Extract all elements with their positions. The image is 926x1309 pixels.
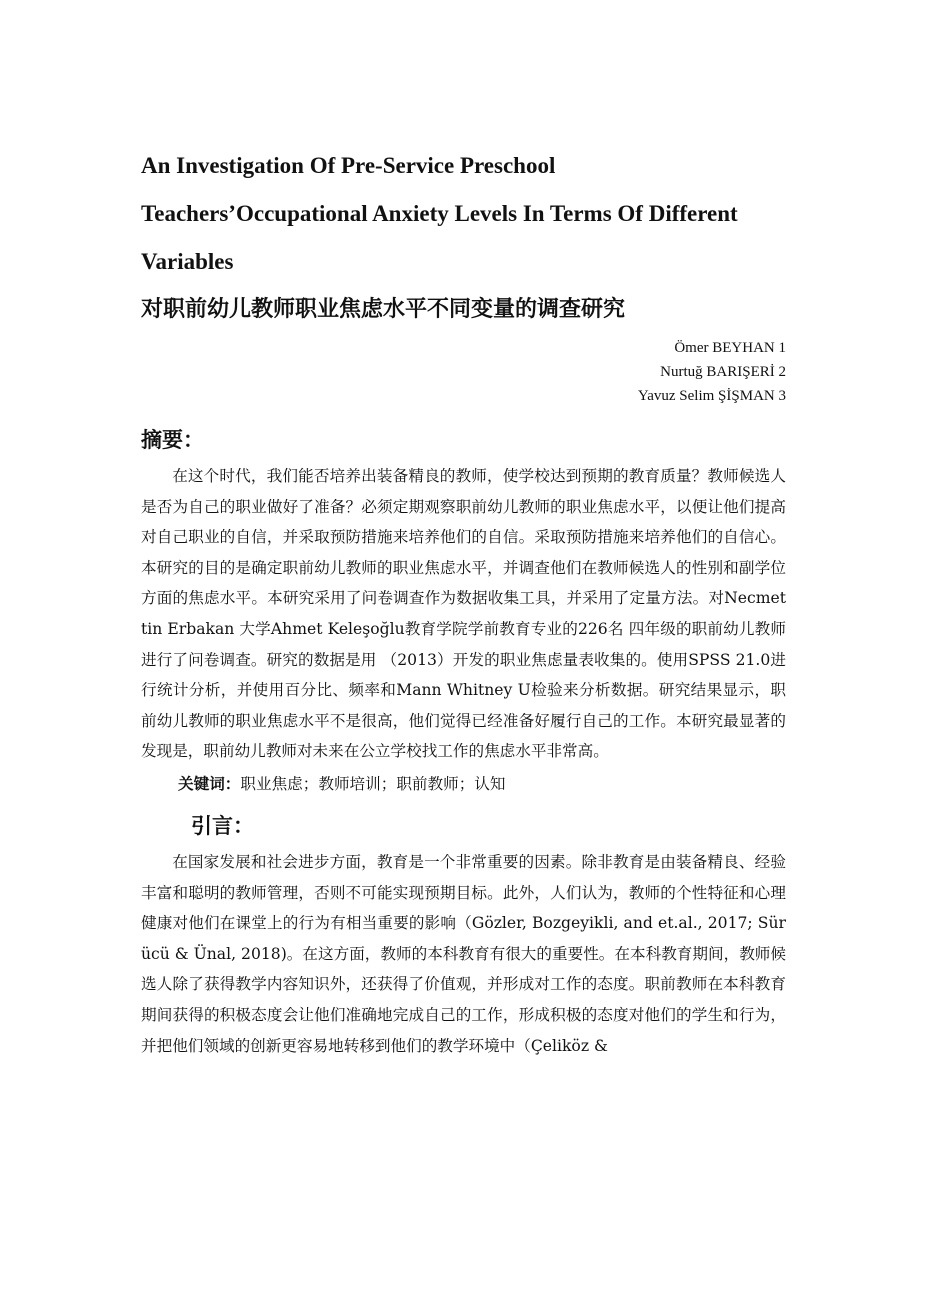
author-3: Yavuz Selim ŞİŞMAN 3 (637, 388, 786, 404)
author-1: Ömer BEYHAN 1 (674, 340, 786, 356)
english-title-line-2: Teachers’Occupational Anxiety Levels In Terms Of Different (141, 201, 738, 226)
abstract-heading: 摘要： (141, 428, 204, 452)
keywords-text: 职业焦虑；教师培训；职前教师；认知 (240, 774, 506, 793)
introduction-heading: 引言： (191, 813, 254, 838)
introduction-body: 在国家发展和社会进步方面，教育是一个非常重要的因素。除非教育是由装备精良、经验丰富和聪明的教师管理，否则不可能实现预期目标。此外，人们认为，教师的个性特征和心理健康对他们在课堂上的行为有相当重要的影响（Gözler, Bozgeyikli, and et.al., 2017; Sürücü & Ünal, 2018)。在这方面，教师的本科教育有很大的重要性。在本科教育期间，教师候选人除了获得教学内容知识外，还获得了价值观，并形成对工作的态度。职前教师在本科教育期间获得的积极态度会让他们准确地完成自己的工作，形成积极的态度对他们的学生和行为，并把他们领域的创新更容易地转移到他们的教学环境中（Çeliköz & (141, 852, 786, 1055)
author-list (141, 336, 786, 408)
english-title-line-3: Variables (141, 249, 234, 274)
keywords-line (178, 769, 786, 799)
chinese-title: 对职前幼儿教师职业焦虑水平不同变量的调查研究 (141, 297, 626, 322)
paper-content (141, 142, 786, 1061)
author-2: Nurtuğ BARIŞERİ 2 (660, 364, 786, 380)
english-title-line-1: An Investigation Of Pre-Service Preschool (141, 153, 556, 178)
abstract-body: 在这个时代，我们能否培养出装备精良的教师，使学校达到预期的教育质量？教师候选人是否为自己的职业做好了准备？必须定期观察职前幼儿教师的职业焦虑水平，以便让他们提高对自己职业的自信，并采取预防措施来培养他们的自信。采取预防措施来培养他们的自信心。本研究的目的是确定职前幼儿教师的职业焦虑水平，并调查他们在教师候选人的性别和副学位方面的焦虑水平。本研究采用了问卷调查作为数据收集工具，并采用了定量方法。对Necmettin Erbakan 大学Ahmet Keleşoğlu教育学院学前教育专业的226名 四年级的职前幼儿教师进行了问卷调查。研究的数据是用 （2013）开发的职业焦虑量表收集的。使用SPSS 21.0进行统计分析，并使用百分比、频率和Mann Whitney U检验来分析数据。研究结果显示，职前幼儿教师的职业焦虑水平不是很高，他们觉得已经准备好履行自己的工作。本研究最显著的发现是，职前幼儿教师对未来在公立学校找工作的焦虑水平非常高。 (141, 467, 786, 761)
keywords-label: 关键词： (178, 774, 241, 793)
